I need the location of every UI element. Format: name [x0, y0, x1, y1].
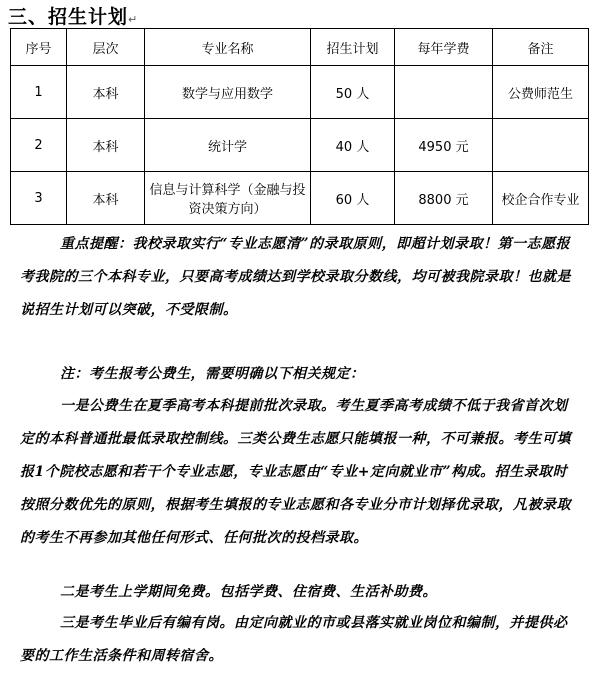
cell-level: 本科 — [67, 119, 145, 172]
cell-fee: 4950 元 — [395, 119, 493, 172]
table-row — [11, 172, 589, 225]
header-fee: 每年学费 — [395, 29, 493, 66]
cell-level: 本科 — [67, 66, 145, 119]
section-heading-text: 三、招生计划 — [8, 6, 129, 28]
cell-note: 校企合作专业 — [493, 172, 589, 225]
cell-major: 统计学 — [145, 119, 311, 172]
rule-two-paragraph: 二是考生上学期间免费。包括学费、住宿费、生活补助费。 — [60, 584, 437, 600]
rule-three-paragraph: 三是考生毕业后有编有岗。由定向就业的市或县落实就业岗位和编制，并提供必要的工作生活条件和周转宿舍。 — [20, 615, 568, 664]
rule-one-paragraph: 一是公费生在夏季高考本科提前批次录取。考生夏季高考成绩不低于我省首次划定的本科普通批最低录取控制线。三类公费生志愿只能填报一种，不可兼报。考生可填报1个院校志愿和若干个专业志愿，专业志愿由“专业+定向就业市”构成。招生录取时按照分数优先的原则，根据考生填报的专业志愿和各专业分市计划择优录取，凡被录取的考生不再参加其他任何形式、任何批次的投档录取。 — [20, 398, 571, 546]
paragraph-mark-icon: ↵ — [128, 13, 139, 26]
cell-no: 3 — [11, 172, 67, 225]
cell-note — [493, 119, 589, 172]
cell-level: 本科 — [67, 172, 145, 225]
notice-paragraph: 注：考生报考公费生，需要明确以下相关规定： — [60, 366, 365, 382]
table-header-row — [11, 29, 589, 66]
header-note: 备注 — [493, 29, 589, 66]
enrollment-plan-table — [10, 28, 589, 225]
cell-major: 数学与应用数学 — [145, 66, 311, 119]
header-major: 专业名称 — [145, 29, 311, 66]
cell-major: 信息与计算科学（金融与投资决策方向） — [145, 172, 311, 225]
cell-plan: 50 人 — [311, 66, 395, 119]
cell-fee — [395, 66, 493, 119]
header-level: 层次 — [67, 29, 145, 66]
cell-fee: 8800 元 — [395, 172, 493, 225]
table-row — [11, 66, 589, 119]
key-reminder-paragraph: 重点提醒：我校录取实行“专业志愿清”的录取原则，即超计划录取！第一志愿报考我院的三个本科专业，只要高考成绩达到学校录取分数线，均可被我院录取！也就是说招生计划可以突破，不受限制。 — [20, 236, 571, 318]
header-plan: 招生计划 — [311, 29, 395, 66]
header-no: 序号 — [11, 29, 67, 66]
section-heading — [8, 2, 138, 29]
cell-plan: 60 人 — [311, 172, 395, 225]
cell-no: 2 — [11, 119, 67, 172]
cell-no: 1 — [11, 66, 67, 119]
table-row — [11, 119, 589, 172]
cell-note: 公费师范生 — [493, 66, 589, 119]
cell-plan: 40 人 — [311, 119, 395, 172]
